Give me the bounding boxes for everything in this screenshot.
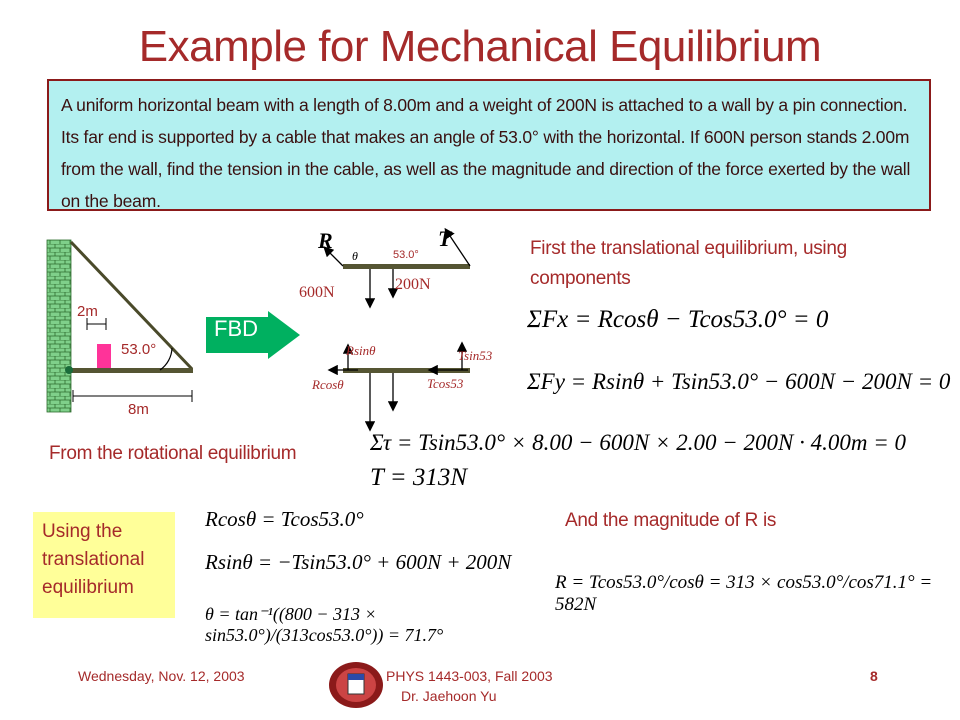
person — [97, 344, 111, 368]
university-seal-icon — [327, 660, 385, 710]
footer-date: Wednesday, Nov. 12, 2003 — [78, 668, 245, 684]
sum-tau-equation: Στ = Tsin53.0° × 8.00 − 600N × 2.00 − 200N · 4.00m = 0 — [370, 430, 906, 455]
footer-course: PHYS 1443-003, Fall 2003 — [386, 668, 553, 684]
beam — [71, 368, 193, 373]
rsin-equation: Rsinθ = −Tsin53.0° + 600N + 200N — [205, 550, 512, 574]
cable-angle-label: 53.0° — [121, 341, 157, 358]
fbd-person-force: 600N — [299, 284, 335, 301]
pin — [65, 366, 73, 374]
r-result-equation: R = Tcos53.0°/cosθ = 313 × cos53.0°/cos71.1° = 582N — [555, 572, 933, 615]
fbd-tsin-label: Tsin53 — [458, 348, 493, 363]
slide-title: Example for Mechanical Equilibrium — [138, 22, 822, 71]
rotational-text: From the rotational equilibrium — [49, 443, 297, 464]
fbd-rcos-label: Rcosθ — [312, 377, 344, 392]
fbd-theta-label: θ — [352, 249, 358, 263]
theta-equation: θ = tan⁻¹((800 − 313 × sin53.0°)/(313cos53.0°)) = 71.7° — [205, 604, 444, 645]
translational-intro: First the translational equilibrium, using components — [530, 238, 847, 289]
person-distance-label: 2m — [77, 303, 98, 320]
footer-instructor: Dr. Jaehoon Yu — [401, 688, 497, 704]
page-number: 8 — [870, 668, 878, 684]
sum-fy-equation: ΣFy = Rsinθ + Tsin53.0° − 600N − 200N = 0 — [527, 369, 951, 394]
using-text: Using the translational equilibrium — [42, 521, 145, 598]
sum-fx-equation: ΣFx = Rcosθ − Tcos53.0° = 0 — [527, 306, 829, 333]
problem-box — [47, 79, 931, 211]
magnitude-r-text: And the magnitude of R is — [565, 510, 777, 531]
fbd-tcos-label: Tcos53 — [427, 376, 464, 391]
fbd-beam-weight: 200N — [395, 276, 431, 293]
rcos-equation: Rcosθ = Tcos53.0° — [205, 507, 364, 531]
beam-length-label: 8m — [128, 401, 149, 418]
wall — [47, 240, 71, 412]
fbd-t-label: T — [438, 226, 452, 251]
beam-diagram — [40, 236, 210, 426]
fbd-rsin-label: Rsinθ — [346, 343, 376, 358]
fbd-angle-label: 53.0° — [393, 249, 419, 261]
fbd-label: FBD — [214, 316, 258, 341]
problem-statement: A uniform horizontal beam with a length of 8.00m and a weight of 200N is attached to a wall by a pin connection. Its far end is supported by a cable that makes an angle of 53.0° with the horizontal. If 600N person stands 2.00m from the wall, find the tension in the cable, as well as the magnitude and direction of the force exerted by the wall on the beam. — [61, 95, 911, 211]
tension-result: T = 313N — [370, 464, 467, 491]
fbd-r-label: R — [318, 228, 333, 253]
